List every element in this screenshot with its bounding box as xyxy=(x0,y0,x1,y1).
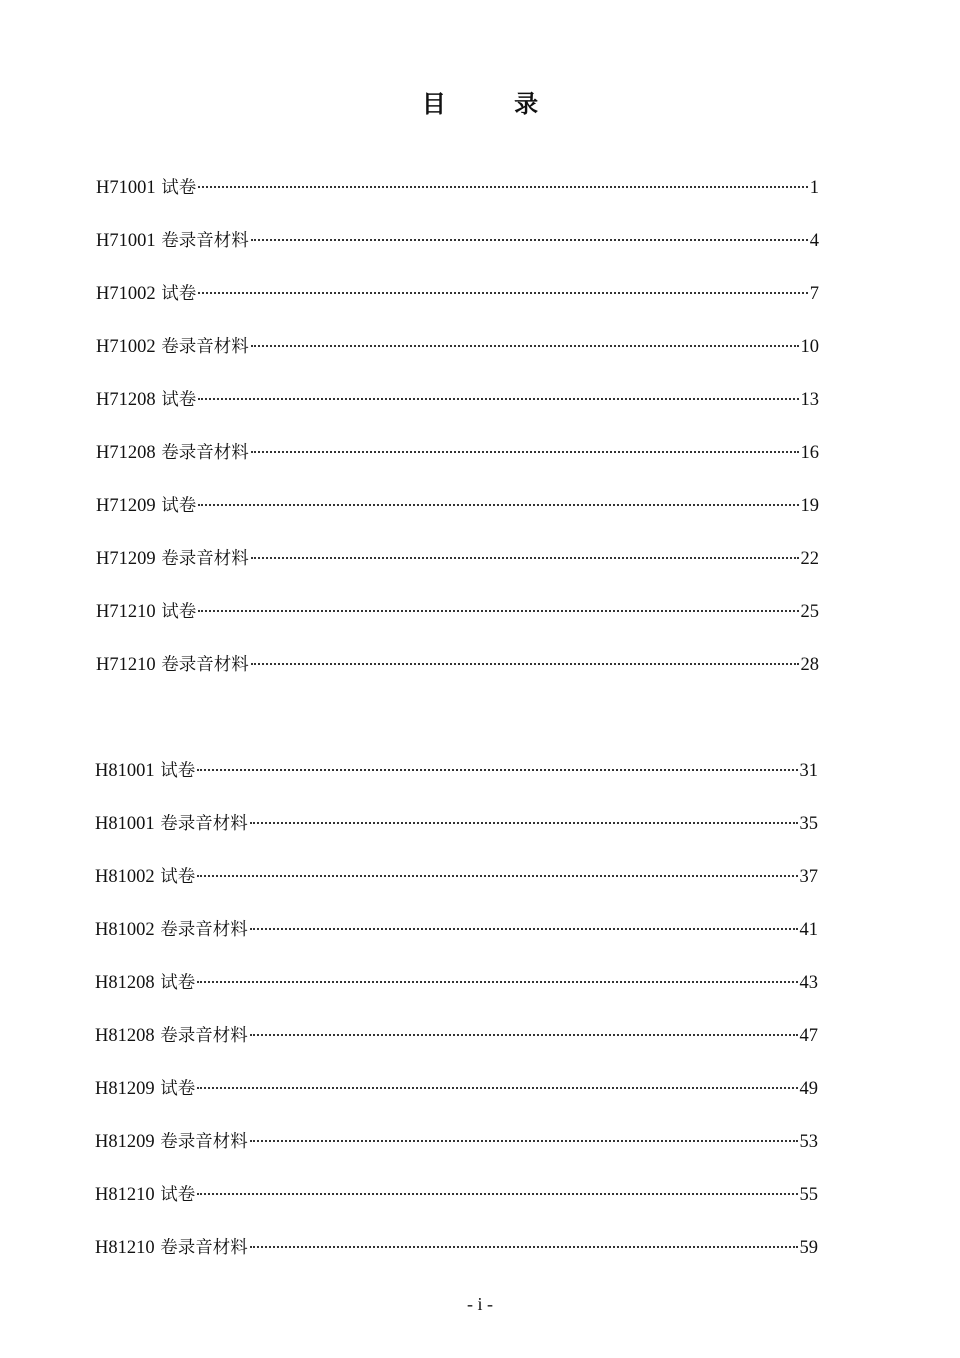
toc-entry-page: 7 xyxy=(809,284,819,304)
toc-entry-label xyxy=(96,174,196,199)
toc-entry-code: H81208 xyxy=(95,1026,155,1046)
toc-entry-label xyxy=(96,492,196,517)
toc-entry-text: 卷录音材料 xyxy=(160,1026,248,1046)
page-number-footer: - i - xyxy=(467,1294,493,1314)
dot-leader xyxy=(198,398,798,400)
toc-entry-text: 试卷 xyxy=(161,284,197,304)
toc-entry-text: 卷录音材料 xyxy=(161,655,249,675)
toc-entry[interactable] xyxy=(95,810,818,863)
toc-entry[interactable] xyxy=(95,969,818,1022)
dot-leader xyxy=(198,504,798,506)
dot-leader xyxy=(197,769,797,771)
toc-entry-label xyxy=(95,1181,195,1206)
toc-entry-code: H71001 xyxy=(96,231,156,251)
toc-entry-code: H71001 xyxy=(96,178,156,198)
toc-entry-text: 卷录音材料 xyxy=(161,443,249,463)
toc-entry[interactable] xyxy=(95,757,818,810)
toc-entry-page: 55 xyxy=(799,1185,818,1205)
dot-leader xyxy=(250,822,798,824)
toc-entry-label xyxy=(96,598,196,623)
toc-entry-label xyxy=(95,1128,248,1153)
toc-entry-label xyxy=(95,969,195,994)
toc-entry[interactable] xyxy=(96,545,819,598)
toc-entry-text: 试卷 xyxy=(160,973,196,993)
toc-entry-page: 13 xyxy=(800,390,819,410)
page-title: 目 录 xyxy=(421,90,569,118)
toc-entry-page: 35 xyxy=(799,814,818,834)
toc-entry-page: 59 xyxy=(799,1238,818,1258)
toc-entry[interactable] xyxy=(96,280,819,333)
toc-entry-code: H81209 xyxy=(95,1079,155,1099)
toc-entry-text: 试卷 xyxy=(161,390,197,410)
toc-entry-page: 41 xyxy=(799,920,818,940)
toc-entry-label xyxy=(96,439,249,464)
toc-entry[interactable] xyxy=(96,598,819,651)
dot-leader xyxy=(250,928,798,930)
toc-entry-text: 卷录音材料 xyxy=(160,1132,248,1152)
toc-entry[interactable] xyxy=(96,651,819,704)
dot-leader xyxy=(198,610,798,612)
toc-entry[interactable] xyxy=(95,863,818,916)
toc-entry[interactable] xyxy=(96,333,819,386)
toc-entry-label xyxy=(96,545,249,570)
dot-leader xyxy=(197,875,797,877)
toc-entry-page: 25 xyxy=(800,602,819,622)
dot-leader xyxy=(197,1193,797,1195)
dot-leader xyxy=(251,557,799,559)
toc-entry-page: 1 xyxy=(809,178,819,198)
toc-entry-code: H71002 xyxy=(96,284,156,304)
toc-entry-label xyxy=(95,863,195,888)
toc-entry-page: 10 xyxy=(800,337,819,357)
toc-entry-page: 31 xyxy=(799,761,818,781)
toc-entry-page: 4 xyxy=(809,231,819,251)
dot-leader xyxy=(251,345,799,347)
toc-entry-code: H71209 xyxy=(96,496,156,516)
dot-leader xyxy=(198,292,808,294)
toc-entry-text: 试卷 xyxy=(161,602,197,622)
toc-entry-text: 试卷 xyxy=(161,178,197,198)
toc-entry-text: 试卷 xyxy=(160,1185,196,1205)
toc-entry-page: 28 xyxy=(800,655,819,675)
toc-entry-text: 卷录音材料 xyxy=(160,1238,248,1258)
toc-entry-page: 16 xyxy=(800,443,819,463)
toc-entry[interactable] xyxy=(96,386,819,439)
toc-entry-text: 试卷 xyxy=(160,761,196,781)
toc-entry-code: H81208 xyxy=(95,973,155,993)
toc-entry-text: 卷录音材料 xyxy=(161,337,249,357)
toc-entry-page: 47 xyxy=(799,1026,818,1046)
toc-entry-code: H81002 xyxy=(95,920,155,940)
toc-entry-page: 53 xyxy=(799,1132,818,1152)
toc-entry[interactable] xyxy=(96,439,819,492)
toc-entry-code: H81209 xyxy=(95,1132,155,1152)
dot-leader xyxy=(250,1034,798,1036)
toc-entry-label xyxy=(96,333,249,358)
toc-entry[interactable] xyxy=(96,174,819,227)
toc-entry-page: 22 xyxy=(800,549,819,569)
toc-entry-page: 37 xyxy=(799,867,818,887)
toc-entry-label xyxy=(95,757,195,782)
toc-entry-page: 49 xyxy=(799,1079,818,1099)
toc-entry[interactable] xyxy=(95,1234,818,1287)
dot-leader xyxy=(251,663,799,665)
toc-entry-label xyxy=(96,651,249,676)
toc-entry-code: H71208 xyxy=(96,390,156,410)
toc-entry[interactable] xyxy=(95,1128,818,1181)
toc-entry-label xyxy=(95,1075,195,1100)
dot-leader xyxy=(197,981,797,983)
toc-entry-code: H71210 xyxy=(96,655,156,675)
toc-entry-code: H71002 xyxy=(96,337,156,357)
toc-entry-code: H81210 xyxy=(95,1185,155,1205)
toc-entry-code: H81001 xyxy=(95,761,155,781)
toc-entry-text: 卷录音材料 xyxy=(161,231,249,251)
toc-entry-text: 试卷 xyxy=(160,867,196,887)
toc-entry-code: H71209 xyxy=(96,549,156,569)
toc-entry[interactable] xyxy=(95,916,818,969)
toc-entry-code: H81001 xyxy=(95,814,155,834)
toc-entry-text: 试卷 xyxy=(161,496,197,516)
toc-entry-label xyxy=(95,916,248,941)
toc-entry-label xyxy=(96,227,249,252)
dot-leader xyxy=(251,239,808,241)
toc-entry-code: H81210 xyxy=(95,1238,155,1258)
toc-entry-label xyxy=(96,386,196,411)
dot-leader xyxy=(197,1087,797,1089)
dot-leader xyxy=(250,1140,798,1142)
toc-entry-page: 19 xyxy=(800,496,819,516)
toc-entry-code: H71210 xyxy=(96,602,156,622)
toc-entry-code: H81002 xyxy=(95,867,155,887)
toc-entry[interactable] xyxy=(96,227,819,280)
dot-leader xyxy=(251,451,799,453)
toc-entry-text: 试卷 xyxy=(160,1079,196,1099)
toc-entry-code: H71208 xyxy=(96,443,156,463)
toc-entry-page: 43 xyxy=(799,973,818,993)
toc-entry[interactable] xyxy=(95,1181,818,1234)
toc-entry-label xyxy=(95,1234,248,1259)
toc-entry-label xyxy=(95,810,248,835)
toc-entry-text: 卷录音材料 xyxy=(160,920,248,940)
toc-group-h8 xyxy=(95,757,818,1287)
toc-entry[interactable] xyxy=(95,1022,818,1075)
toc-entry-text: 卷录音材料 xyxy=(161,549,249,569)
toc-entry-label xyxy=(95,1022,248,1047)
toc-entry-label xyxy=(96,280,196,305)
toc-entry-text: 卷录音材料 xyxy=(160,814,248,834)
dot-leader xyxy=(198,186,808,188)
toc-group-h7 xyxy=(96,174,819,704)
toc-entry[interactable] xyxy=(96,492,819,545)
toc-entry[interactable] xyxy=(95,1075,818,1128)
dot-leader xyxy=(250,1246,798,1248)
